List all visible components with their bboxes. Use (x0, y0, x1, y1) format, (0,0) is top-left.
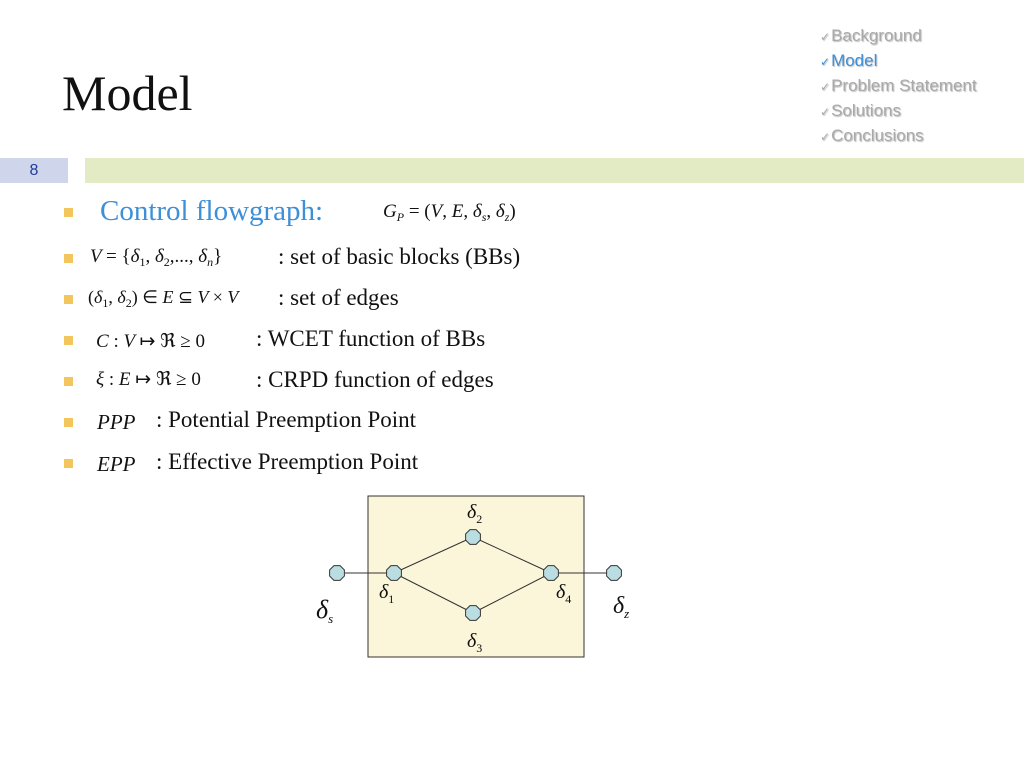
bullet-marker (64, 295, 73, 304)
node-delta-s (330, 566, 345, 581)
edges-formula: ($\delta_1$, $\delta_2$) ∈ E ⊆ V × V (88, 287, 239, 310)
label-delta-s: δs (316, 595, 334, 626)
agenda-item-label: Conclusions (831, 126, 924, 145)
node-delta-z (607, 566, 622, 581)
crpd-description: : CRPD function of edges (256, 367, 494, 392)
bullet-marker (64, 418, 73, 427)
epp-description: : Effective Preemption Point (156, 449, 419, 474)
control-flowgraph-label: Control flowgraph: (100, 195, 324, 227)
label-delta-2: $\delta_2$ (467, 501, 483, 526)
ppp-description: : Potential Preemption Point (156, 407, 417, 432)
ppp-symbol: PPP (97, 410, 136, 434)
bullet-marker (64, 336, 73, 345)
bullet-marker (64, 459, 73, 468)
check-icon: ✓ (820, 105, 831, 119)
agenda-item-label: Model (831, 51, 878, 70)
wcet-description: : WCET function of BBs (256, 326, 486, 351)
agenda-item-background[interactable] (820, 24, 977, 49)
flowgraph-diagram (300, 490, 660, 670)
header-divider-band (85, 158, 1024, 183)
epp-symbol: EPP (97, 452, 136, 476)
graph-formula: $G_P = (V$, E, $\delta_s$, $\delta_z$) (383, 201, 516, 224)
agenda-item-label: Problem Statement (831, 76, 977, 95)
edges-description: : set of edges (278, 285, 399, 310)
check-icon: ✓ (820, 55, 831, 69)
node-delta-4 (544, 566, 559, 581)
agenda-item-solutions[interactable] (820, 99, 977, 124)
agenda-list (820, 24, 977, 149)
node-delta-1 (387, 566, 402, 581)
agenda-item-model[interactable] (820, 49, 977, 74)
label-delta-4: $\delta_4$ (556, 581, 572, 606)
slide-number: 8 (0, 158, 68, 183)
bullet-marker (64, 377, 73, 386)
node-delta-3 (466, 606, 481, 621)
check-icon: ✓ (820, 130, 831, 144)
slide-title: Model (62, 65, 193, 121)
agenda-item-label: Background (831, 26, 922, 45)
check-icon: ✓ (820, 80, 831, 94)
bullet-marker (64, 254, 73, 263)
agenda-item-conclusions[interactable] (820, 124, 977, 149)
bullet-marker (64, 208, 73, 217)
label-delta-1: $\delta_1$ (379, 581, 395, 606)
basic-blocks-formula: $V = \{\delta_1$, $\delta_2$,..., $\delta_n$} (90, 246, 223, 269)
check-icon: ✓ (820, 30, 831, 44)
agenda-item-problem-statement[interactable] (820, 74, 977, 99)
label-delta-3: $\delta_3$ (467, 630, 483, 655)
crpd-formula: ξ : E ↦ ℜ ≥ 0 (96, 369, 201, 390)
node-delta-2 (466, 530, 481, 545)
agenda-item-label: Solutions (831, 101, 901, 120)
basic-blocks-description: : set of basic blocks (BBs) (278, 244, 521, 269)
label-delta-z: $\delta_z$ (613, 593, 630, 621)
wcet-formula: C : V ↦ ℜ ≥ 0 (96, 331, 206, 352)
